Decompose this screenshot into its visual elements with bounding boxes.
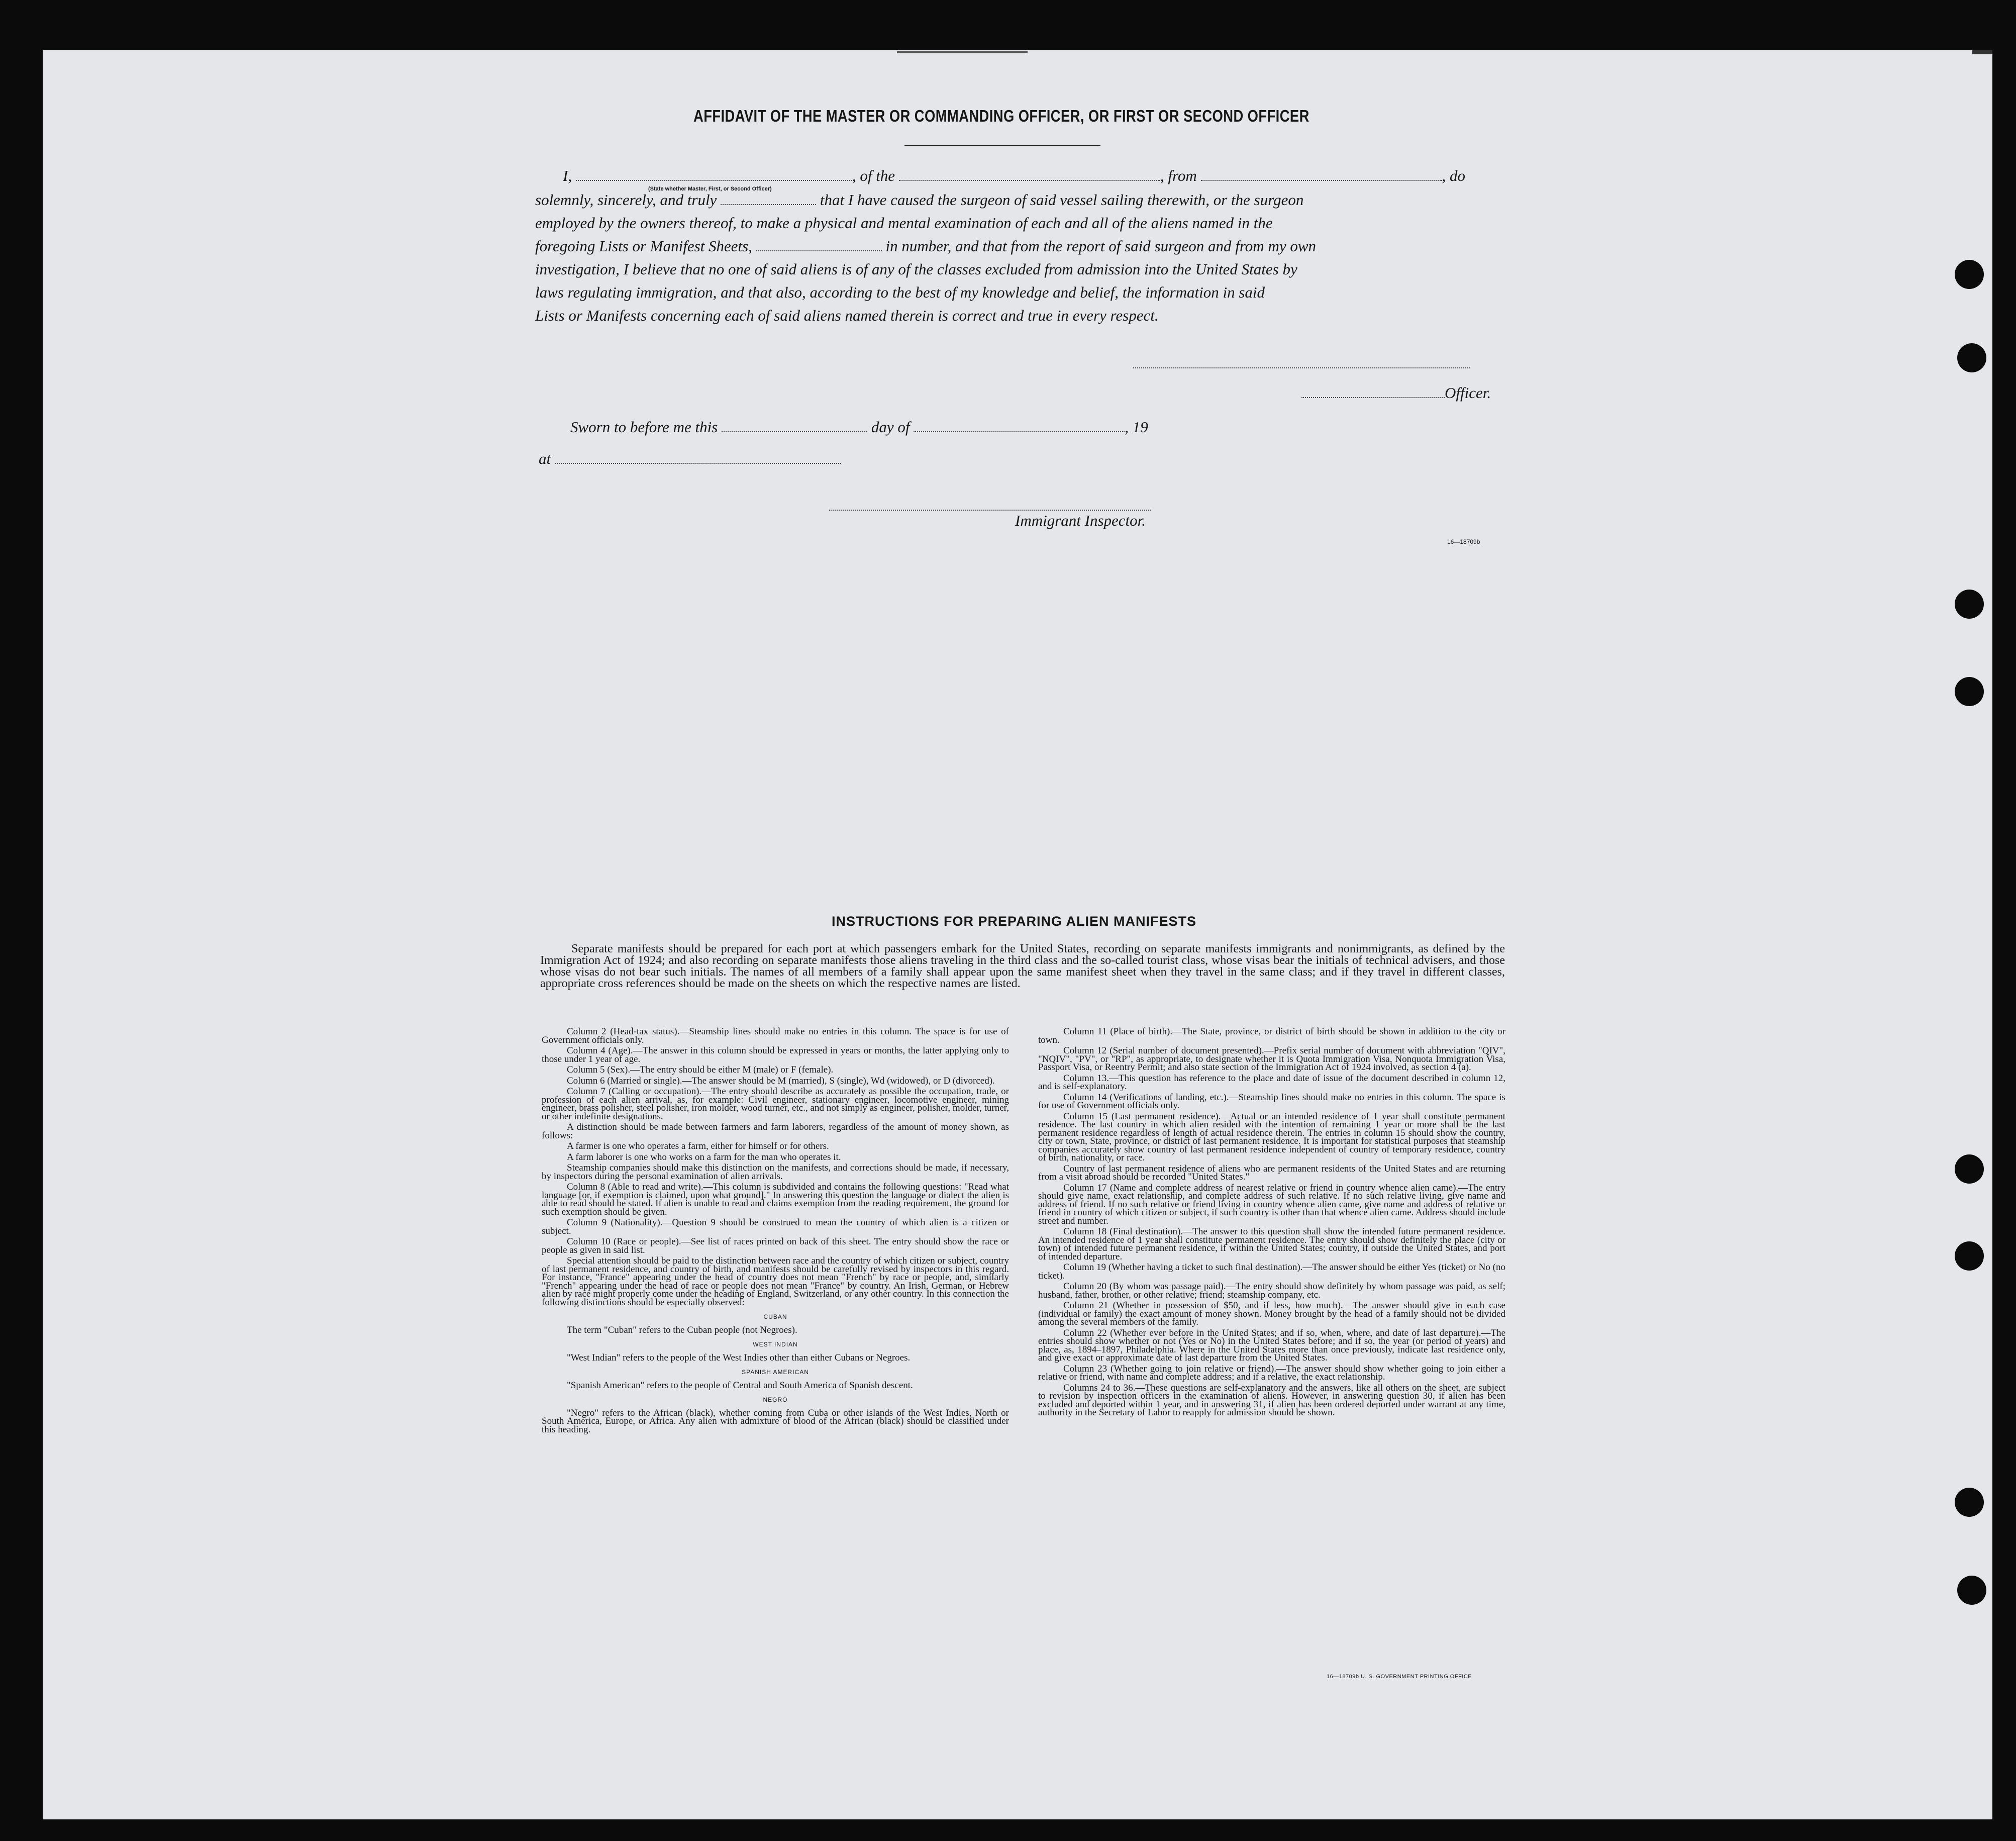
instruction-paragraph: Column 23 (Whether going to join relative or friend).—The answer should show whether going to join either a relative or friend, with name and complete address; and if a relative, the exact relationship. — [1038, 1363, 1505, 1382]
instruction-paragraph: Column 6 (Married or single).—The answer should be M (married), S (single), Wd (widowed), or D (divorced). — [567, 1075, 995, 1086]
inspector-signature-line[interactable] — [829, 497, 1151, 511]
binder-hole — [1955, 1488, 1984, 1517]
label-from: , from — [1160, 167, 1197, 184]
instruction-paragraph: A farmer is one who operates a farm, either for himself or for others. — [567, 1141, 829, 1151]
instruction-paragraph: A farm laborer is one who works on a farm for the man who operates it. — [567, 1151, 841, 1162]
scan-mark — [897, 51, 1028, 53]
instruction-paragraph: Column 9 (Nationality).—Question 9 should be construed to mean the country of which alien is a citizen or subject. — [542, 1217, 1009, 1236]
sworn-place-field[interactable] — [555, 450, 841, 464]
text-solemnly: solemnly, sincerely, and truly — [535, 191, 717, 209]
instruction-paragraph: Column 8 (Able to read and write).—This column is subdivided and contains the following questions: "Read what language [or, if exemption is claimed, upon what ground]." In answering this question the language or dialect the alien is able to read should be stated. If alien is unable to read and claims exemption from the reading requirement, the ground for such exemption should be given. — [542, 1182, 1009, 1217]
instruction-paragraph: Column 19 (Whether having a ticket to such final destination).—The answer should be either Yes (ticket) or No (no ticket). — [1038, 1262, 1505, 1281]
instruction-paragraph: A distinction should be made between farmers and farm laborers, regardless of the amount of money shown, as follows: — [542, 1122, 1009, 1141]
binder-hole — [1955, 677, 1984, 706]
west-indian-heading: WEST INDIAN — [753, 1341, 798, 1348]
cuban-heading: CUBAN — [763, 1313, 787, 1320]
instruction-paragraph: Column 4 (Age).—The answer in this column should be expressed in years or months, the latter applying only to those under 1 year of age. — [542, 1045, 1009, 1064]
label-sworn: Sworn to before me this — [570, 418, 718, 436]
affidavit-line-2 — [535, 191, 1303, 211]
officer-signature — [1301, 384, 1491, 404]
affidavit-line-6: laws regulating immigration, and that also, according to the best of my knowledge and belief, the information in said — [535, 283, 1265, 301]
text-surgeon: that I have caused the surgeon of said vessel sailing therewith, or the surgeon — [820, 191, 1304, 209]
affidavit-line-7: Lists or Manifests concerning each of said aliens named therein is correct and true in every respect. — [535, 307, 1159, 324]
cuban-text: The term "Cuban" refers to the Cuban people (not Negroes). — [567, 1324, 797, 1335]
sheet-count-field[interactable] — [756, 237, 882, 251]
binder-hole — [1955, 590, 1984, 619]
instruction-paragraph: Column 13.—This question has reference to the place and date of issue of the document described in column 12, and is self-explanatory. — [1038, 1073, 1505, 1092]
text-foregoing: foregoing Lists or Manifest Sheets, — [535, 237, 752, 255]
instruction-paragraph: Column 15 (Last permanent residence).—Actual or an intended residence of 1 year shall constitute permanent residence. The last country in which alien resided with the intention of remaining 1 year or more shall be the last permanent residence regardless of length of actual residence therein. The entries in column 15 should show the country, city or town, State, province, or district of last permanent residence. It is important for statistical purposes that steamship companies accurately show country of last permanent residence independent of country of temporary residence, country of birth, nationality, or race. — [1038, 1111, 1505, 1163]
inspector-label: Immigrant Inspector. — [1015, 512, 1146, 529]
sworn-day-field[interactable] — [722, 418, 867, 432]
instruction-paragraph: Column 5 (Sex).—The entry should be either M (male) or F (female). — [567, 1064, 834, 1075]
binder-hole — [1955, 1241, 1984, 1271]
sworn-line — [570, 418, 1148, 438]
instruction-paragraph: Column 17 (Name and complete address of nearest relative or friend in country whence alien came).—The entry should give name, exact relationship, and complete address of such relative. If no such relative living, give name and address of friend. If no such relative or friend living in country whence alien came, give name and address of relative or friend in country of which citizen or subject, if such country is other than that whence alien came. Address should include street and number. — [1038, 1182, 1505, 1226]
west-indian-text: "West Indian" refers to the people of the West Indies other than either Cubans or Negroes. — [567, 1352, 911, 1363]
instruction-paragraph: Column 18 (Final destination).—The answer to this question shall show the intended future permanent residence. An intended residence of 1 year shall constitute permanent residence. The entry should show definitely the place (city or town) of intended future permanent residence, if within the United States; country, if outside the United States, and port of intended departure. — [1038, 1226, 1505, 1262]
form-number: 16—18709b — [1447, 538, 1480, 545]
instruction-paragraph: Column 2 (Head-tax status).—Steamship lines should make no entries in this column. The space is for use of Government officials only. — [542, 1026, 1009, 1045]
title-rule — [904, 145, 1100, 146]
label-at: at — [539, 450, 551, 467]
at-line — [539, 450, 841, 470]
instruction-paragraph: Columns 24 to 36.—These questions are self-explanatory and the answers, like all others on the sheet, are subject to revision by inspection officers in the examination of aliens. However, in answering question 30, if alien has been excluded and deported within 1 year, and in answering 31, if alien has been ordered deported under warrant at any time, authority in the Secretary of Labor to reapply for admission should be shown. — [1038, 1382, 1505, 1418]
instruction-paragraph: Column 10 (Race or people).—See list of races printed on back of this sheet. The entry should show the race or people as given in said list. — [542, 1236, 1009, 1255]
label-year: , 19 — [1125, 418, 1148, 436]
instruction-paragraph: Column 11 (Place of birth).—The State, province, or district of birth should be shown in addition to the city or town. — [1038, 1026, 1505, 1045]
affidavit-line-4 — [535, 237, 1316, 257]
instruction-paragraph: Column 20 (By whom was passage paid).—The entry should show definitely by whom passage was paid, as self; husband, father, brother, or other relative; friend; steamship company, etc. — [1038, 1281, 1505, 1300]
affidavit-line-3: employed by the owners thereof, to make a physical and mental examination of each and all of the aliens named in the — [535, 214, 1273, 232]
instruction-paragraph: Column 21 (Whether in possession of $50, and if less, how much).—The answer should give in each case (individual or family) the exact amount of money shown. Money brought by the head of a family should not be divided among the several members of the family. — [1038, 1300, 1505, 1327]
instruction-paragraph: Steamship companies should make this distinction on the manifests, and corrections should be made, if necessary, by inspectors during the personal examination of alien arrivals. — [542, 1162, 1009, 1182]
binder-hole — [1955, 1154, 1984, 1184]
instruction-paragraph: Column 7 (Calling or occupation).—The entry should describe as accurately as possible the occupation, trade, or profession of each alien arrival, as, for example: Civil engineer, stationary engineer, locomotive engineer, mining engineer, brass polisher, steel polisher, iron molder, wood turner, etc., and not simply as engineer, polisher, molder, turner, or other indefinite designations. — [542, 1086, 1009, 1122]
officer-signature-line[interactable] — [1133, 354, 1470, 368]
text-in-number: in number, and that from the report of said surgeon and from my own — [885, 237, 1317, 255]
label-do: , do — [1442, 167, 1465, 184]
officer-rank-note: (State whether Master, First, or Second Officer) — [648, 186, 772, 192]
binder-hole — [1957, 343, 1986, 372]
instructions-left-column — [542, 1028, 1009, 1436]
affidavit-line-1 — [563, 167, 1465, 187]
vessel-name-field[interactable] — [899, 167, 1160, 181]
instructions-intro: Separate manifests should be prepared for each port at which passengers embark for the United States, recording on separate manifests immigrants and nonimmigrants, as defined by the Immigration Act of 1924; and also recording on separate manifests those aliens traveling in the third class and the so-called tourist class, whose visas bear the initials of technical advisers, and those whose visas do not bear such initials. The names of all members of a family shall appear upon the same manifest sheet when they travel in the same class; and if they travel in different classes, appropriate cross references should be made on the sheets on which the respective names are listed. — [540, 942, 1505, 990]
spanish-american-text: "Spanish American" refers to the people of Central and South America of Spanish descent. — [567, 1380, 913, 1391]
instruction-paragraph: Country of last permanent residence of aliens who are permanent residents of the United States and are returning from a visit abroad should be recorded "United States." — [1038, 1163, 1505, 1182]
instructions-title: INSTRUCTIONS FOR PREPARING ALIEN MANIFESTS — [832, 914, 1197, 929]
label-officer: Officer. — [1445, 384, 1491, 402]
scan-mark — [1972, 50, 1992, 54]
negro-heading: NEGRO — [763, 1396, 788, 1403]
spanish-american-heading: SPANISH AMERICAN — [742, 1369, 809, 1376]
instruction-paragraph: Special attention should be paid to the distinction between race and the country of which citizen or subject, country of last permanent residence, and country of birth, and manifests should be carefully revised by inspectors in this regard. For instance, "France" appearing under the head of country does not mean "French" by race or people, and, similarly "French" appearing under the head of race or people does not mean "France" by country. An Irish, German, or Hebrew alien by race might properly come under the heading of England, Switzerland, or any other country. In this connection the following distinctions should be especially observed: — [542, 1255, 1009, 1308]
affidavit-line-5: investigation, I believe that no one of said aliens is of any of the classes excluded from admission into the United States by — [535, 260, 1297, 278]
instruction-paragraph: Column 14 (Verifications of landing, etc.).—Steamship lines should make no entries in this column. The space is for use of Government officials only. — [1038, 1092, 1505, 1111]
negro-text: "Negro" refers to the African (black), whether coming from Cuba or other islands of the West Indies, North or South America, Europe, or Africa. Any alien with admixture of blood of the African (black) should be classified under this heading. — [542, 1407, 1009, 1435]
label-day-of: day of — [871, 418, 910, 436]
affidavit-title: AFFIDAVIT OF THE MASTER OR COMMANDING OFFICER, OR FIRST OR SECOND OFFICER — [693, 107, 1309, 125]
binder-hole — [1955, 260, 1984, 289]
port-from-field[interactable] — [1201, 167, 1442, 181]
sworn-month-field[interactable] — [914, 418, 1125, 432]
instruction-paragraph: Column 12 (Serial number of document presented).—Prefix serial number of document with abbreviation "QIV", "NQIV", "PV", or "RP", as appropriate, to designate whether it is Quota Immigration Visa, Nonquota Immigration Visa, Passport Visa, or Reentry Permit; and also state section of the Immigration Act of 1924 involved, as section 4 (a). — [1038, 1045, 1505, 1073]
instruction-paragraph: Column 22 (Whether ever before in the United States; and if so, when, where, and date of last departure).—The entries should show whether or not (Yes or No) in the United States before; and if so, the year (or period of years) and place, as, 1894–1897, Philadelphia. Where in the United States more than once previously, indicate last residence only, and give exact or approximate date of last departure from the United States. — [1038, 1327, 1505, 1363]
declaration-field[interactable] — [721, 191, 816, 205]
binder-hole — [1957, 1576, 1986, 1605]
officer-rank-field[interactable] — [576, 167, 852, 181]
printing-office-footer: 16—18709b U. S. GOVERNMENT PRINTING OFFICE — [1327, 1674, 1472, 1680]
label-of-the: , of the — [852, 167, 895, 184]
label-i: I, — [563, 167, 572, 184]
officer-signature-field[interactable] — [1301, 384, 1445, 398]
instructions-right-column — [1038, 1028, 1505, 1420]
